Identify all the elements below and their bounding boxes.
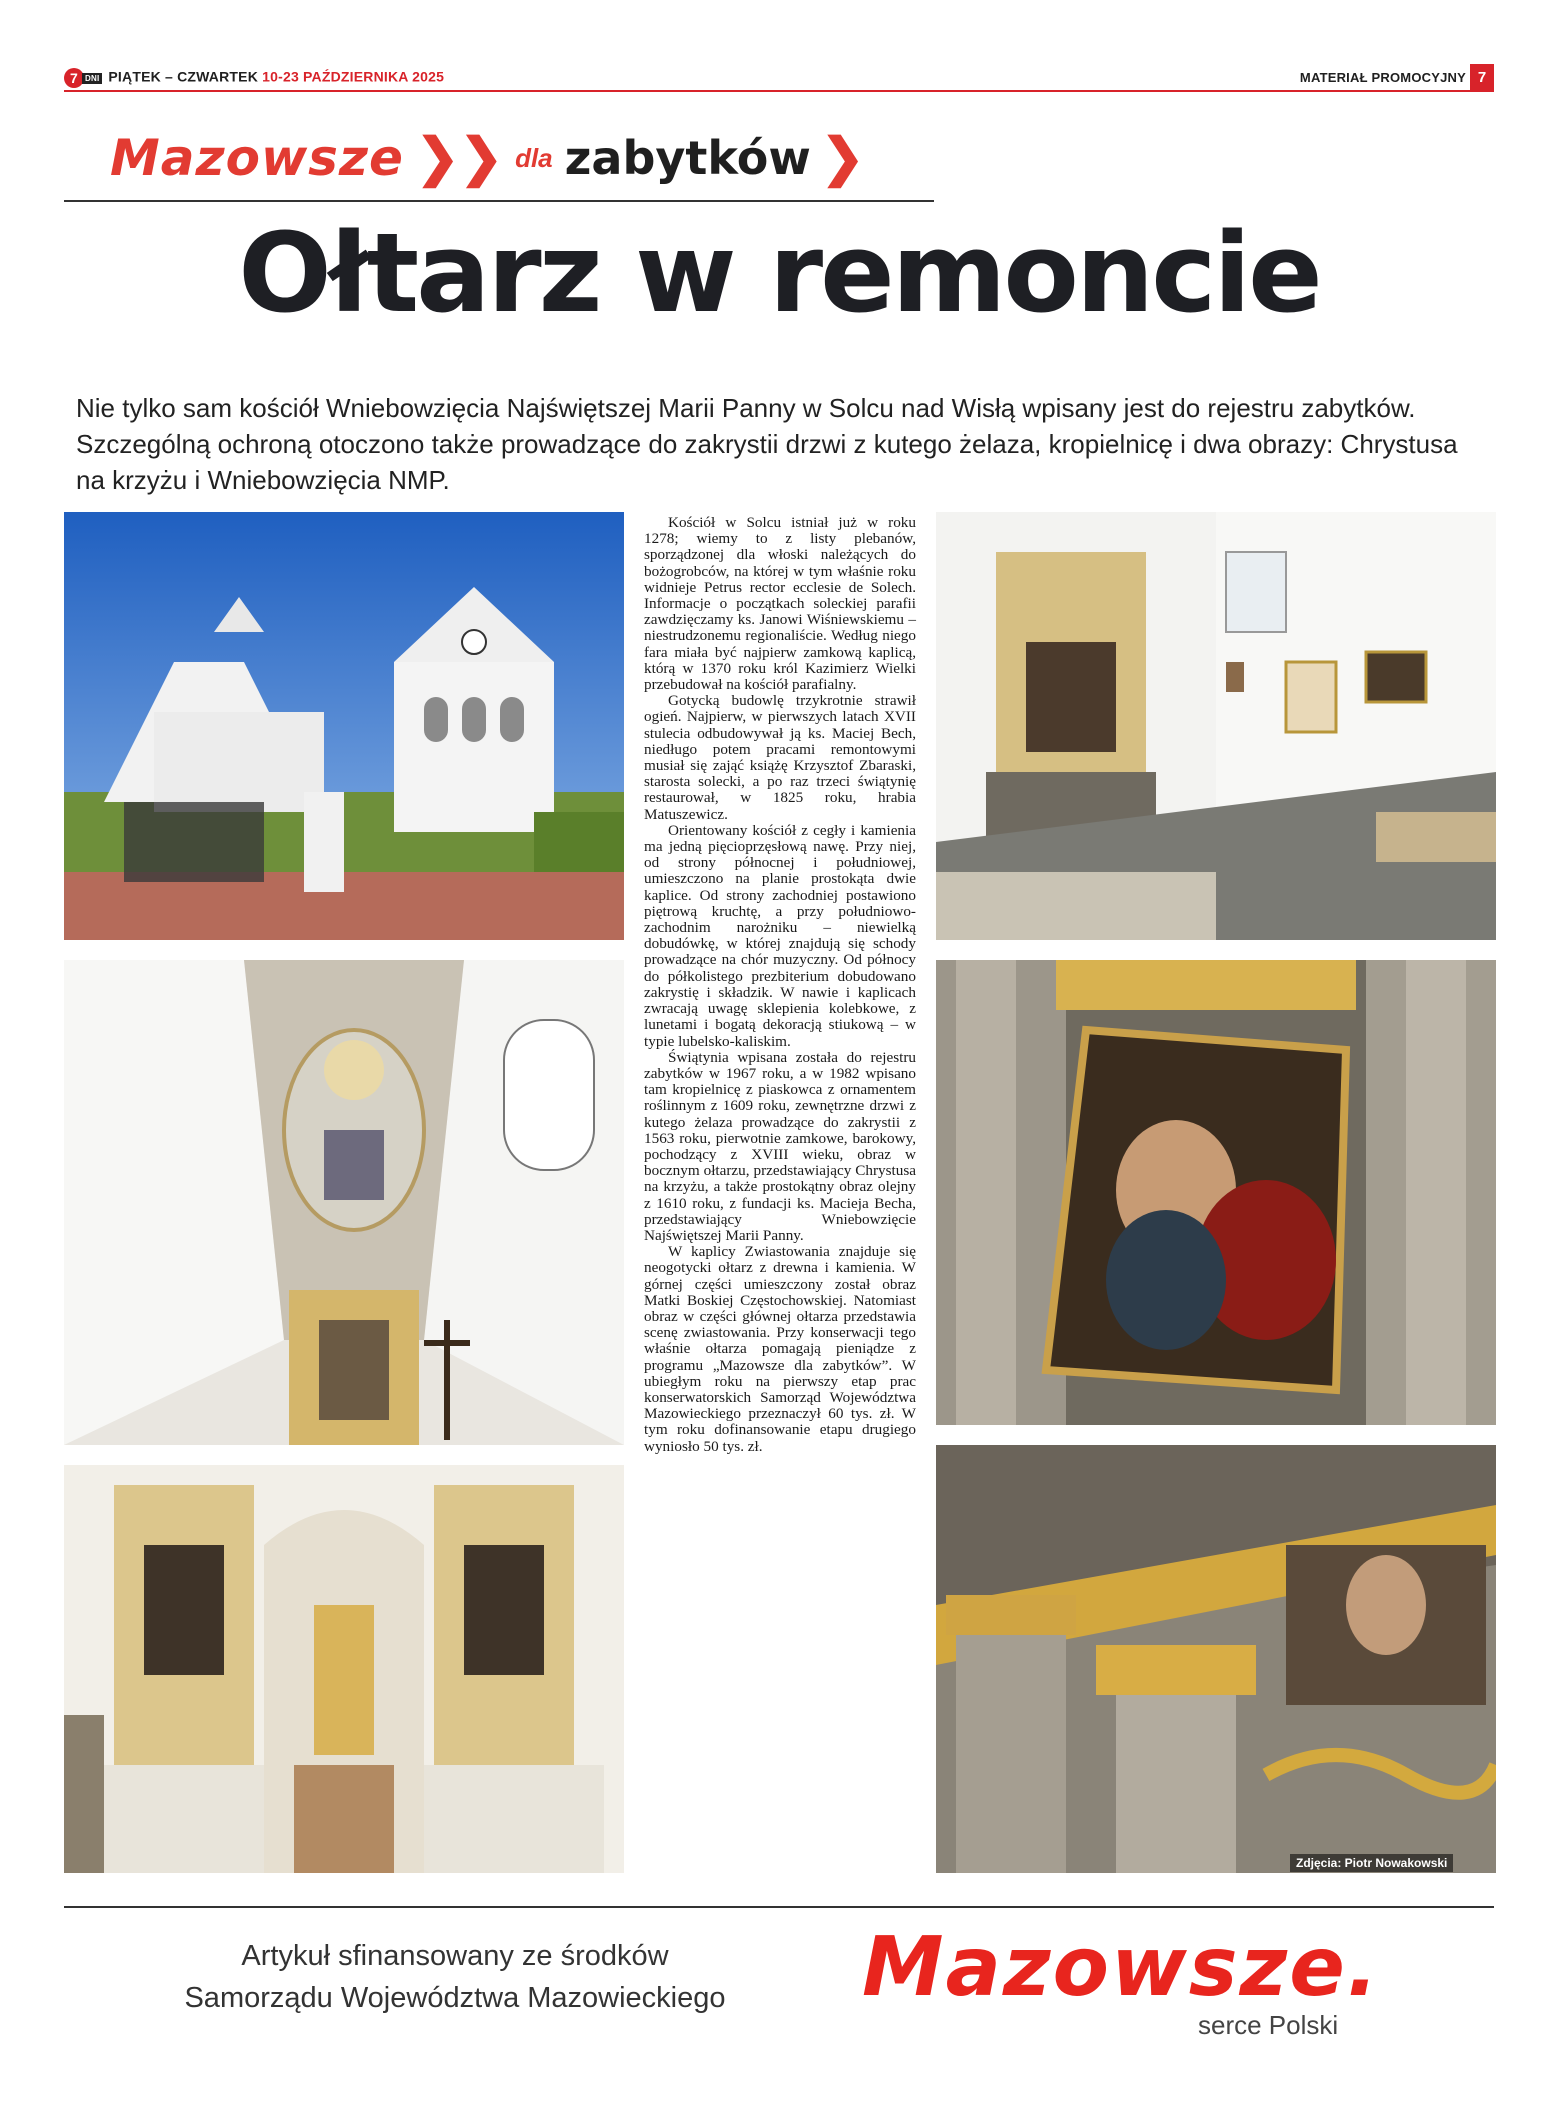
body-paragraph: Świątynia wpisana została do rejestru zabytków w 1967 roku, a w 1982 wpisano tam kropielnicę z piaskowca z ornamentem roślinnym z 1609 roku, zewnętrzne drzwi z kutego żelaza prowadzące do zakrystii z 1563 roku, pierwotnie zamkowe, barokowy, pochodzący z XVIII wieku, obraz w bocznym ołtarzu, przedstawiający Chrystusa na krzyżu, a także prostokątny obraz olejny z 1610 roku, z fundacji ks. Macieja Becha, przedstawiający Wniebowzięcie Najświętszej Marii Panny. (644, 1048, 916, 1244)
body-paragraph: Orientowany kościół z cegły i kamienia ma jedną pięcioprzęsłową nawę. Przy niej, od strony północnej i południowej, umieszczono na planie prostokąta dwie kaplice. Od strony zachodniej postawiono piętrową kruchtę, a przy południowo-zachodnim narożniku – niewielką dobudówkę, w której znajdują się schody prowadzące na chór muzyczny. Od północy do półkolistego prezbiterium dobudowano zakrystię i składzik. W nawie i kaplicach zwracają uwagę sklepienia kolebkowe, z lunetami i bogatą dekoracją stiukową – w typie lubelsko-kaliskim. (644, 821, 916, 1050)
header-day-range: PIĄTEK – CZWARTEK (108, 68, 259, 85)
article-lead: Nie tylko sam kościół Wniebowzięcia Najświętszej Marii Panny w Solcu nad Wisłą wpisany jest do rejestru zabytków. Szczególną ochroną otoczono także prowadzące do zakrystii drzwi z kutego żelaza, kropielnicę i dwa obrazy: Chrystusa na krzyżu i Wniebowzięcia NMP. (76, 393, 1458, 495)
funding-line-1: Artykuł sfinansowany ze środków (241, 1940, 669, 1972)
article-body (644, 515, 916, 1455)
body-paragraph: Kościół w Solcu istniał już w roku 1278; wiemy to z listy plebanów, sporządzonej dla włoski należących do bożogrobców, na której w tym właśnie roku widnieje Petrus rector ecclesie de Solech. Informacje o początkach soleckiej parafii zawdzięczamy ks. Janowi Wiśniewskiemu – niestrudzonemu regionaliście. Według niego fara miała być najpierw zamkową kaplicą, którą w 1370 roku król Kazimierz Wielki przebudował na kościół parafialny. (644, 514, 916, 694)
photo-altars-interior (64, 1465, 624, 1873)
brand-dla: dla (515, 142, 553, 173)
brand-rule (64, 200, 934, 202)
body-paragraph: W kaplicy Zwiastowania znajduje się neogotycki ołtarz z drewna i kamienia. W górnej części umieszczony został obraz Matki Boskiej Częstochowskiej. Natomiast obraz w części głównej ołtarza przedstawia scenę zwiastowania. Przy konserwacji tego właśnie ołtarza pomagają pieniądze z programu „Mazowsze dla zabytków”. W ubiegłym roku na pierwszy etap prac konserwatorskich Samorząd Województwa Mazowieckiego przeznaczył 60 tys. zł. W tym roku dofinansowanie etapu drugiego wyniosło 50 tys. zł. (644, 1243, 916, 1455)
photo-church-exterior (64, 512, 624, 940)
header-section-label: MATERIAŁ PROMOCYJNY (1299, 70, 1466, 85)
body-paragraph: Gotycką budowlę trzykrotnie strawił ogień. Najpierw, w pierwszych latach XVII stulecia odbudowywał ją ks. Maciej Bech, niedługo potem pracami remontowymi musiał się zająć książę Krzysztof Zbaraski, starosta solecki, a po raz trzeci świątynię restaurował, w 1825 roku, hrabia Matuszewicz. (644, 692, 916, 823)
header-rule (64, 90, 1494, 92)
footer-rule (64, 1906, 1494, 1908)
page-number: 7 (1470, 64, 1494, 92)
header-dates: 10-23 PAŹDZIERNIKA 2025 (262, 68, 445, 85)
logo-mazowsze-text: Mazowsze. (862, 1920, 1381, 2015)
funding-line-2: Samorządu Województwa Mazowieckiego (184, 1982, 726, 2014)
photo-column-capitals (936, 1445, 1496, 1873)
photo-side-altar (936, 512, 1496, 940)
photo-nave-ceiling (64, 960, 624, 1445)
logo-tagline: serce Polski (1198, 2010, 1339, 2040)
campaign-brand (110, 128, 864, 188)
article-title: Ołtarz w remoncie (238, 209, 1320, 337)
brand-chevrons: ❯❯ (415, 129, 504, 187)
photo-credit: Zdjęcia: Piotr Nowakowski (1290, 1854, 1453, 1872)
brand-end-chevron: ❯ (820, 129, 865, 187)
publication-badge: DNI (82, 73, 102, 84)
brand-zabytkow: zabytków (564, 131, 811, 185)
publication-logo: 7 (64, 68, 84, 88)
photo-altar-painting (936, 960, 1496, 1425)
funding-note (110, 1935, 800, 2019)
page-header-dates (64, 68, 444, 88)
brand-mazowsze: Mazowsze (110, 129, 404, 187)
